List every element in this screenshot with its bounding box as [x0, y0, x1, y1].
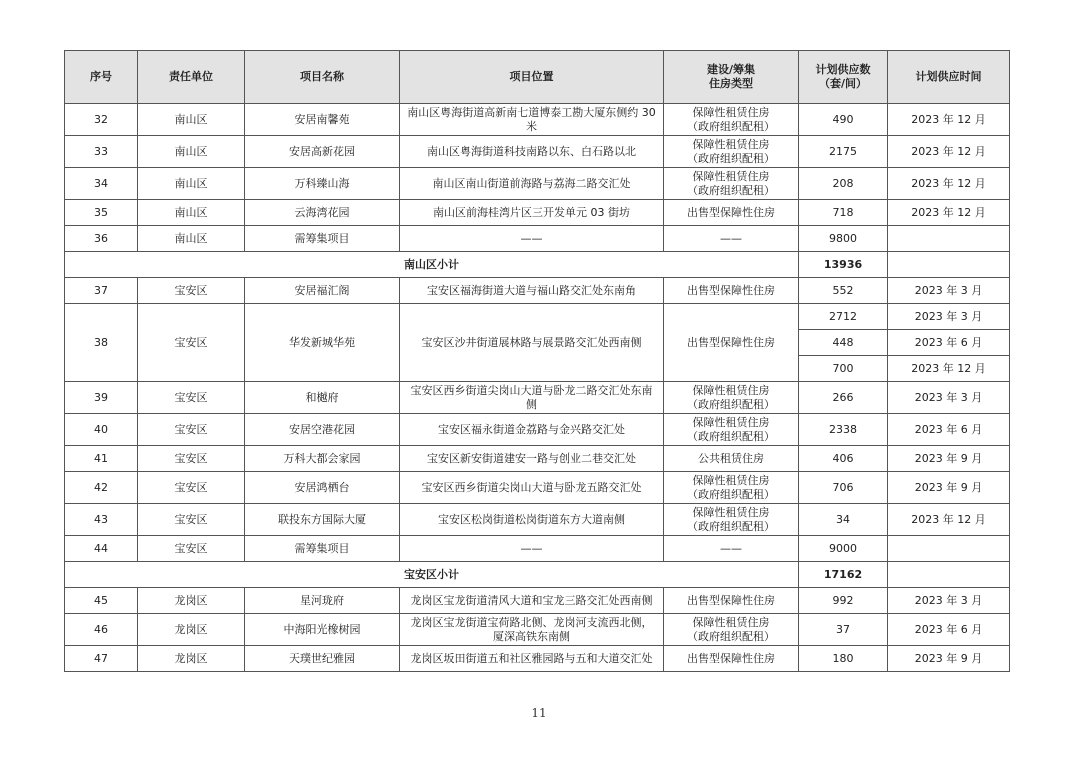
cell-count: 992 [799, 588, 888, 614]
cell-count: 180 [799, 646, 888, 672]
cell-time: 2023 年 3 月 [888, 382, 1010, 414]
cell-location [400, 614, 664, 646]
location-line1: 南山区粤海街道高新南七道博泰工勘大厦东侧约 30 [407, 105, 656, 119]
cell-no: 46 [65, 614, 138, 646]
cell-unit: 龙岗区 [138, 614, 245, 646]
cell-no: 40 [65, 414, 138, 446]
page-number: 11 [531, 706, 547, 720]
cell-unit: 南山区 [138, 200, 245, 226]
cell-no: 34 [65, 168, 138, 200]
table-row [65, 226, 1010, 252]
cell-count: 2338 [799, 414, 888, 446]
header-count-line2: （套/间） [818, 77, 868, 90]
table-row [65, 414, 1010, 446]
header-type [664, 51, 799, 104]
table-row [65, 304, 1010, 330]
cell-name: 云海湾花园 [245, 200, 400, 226]
cell-time: 2023 年 9 月 [888, 472, 1010, 504]
header-type-line2: 住房类型 [709, 77, 753, 90]
type-line2: （政府组织配租） [687, 487, 775, 501]
cell-count: 208 [799, 168, 888, 200]
cell-name: 需筹集项目 [245, 226, 400, 252]
cell-type [664, 614, 799, 646]
cell-time: 2023 年 12 月 [888, 168, 1010, 200]
cell-unit: 南山区 [138, 136, 245, 168]
cell-time: 2023 年 6 月 [888, 414, 1010, 446]
cell-location: 南山区前海桂湾片区三开发单元 03 街坊 [400, 200, 664, 226]
cell-count: 34 [799, 504, 888, 536]
type-line2: （政府组织配租） [687, 429, 775, 443]
cell-location: 宝安区松岗街道松岗街道东方大道南侧 [400, 504, 664, 536]
cell-location: 宝安区西乡街道尖岗山大道与卧龙五路交汇处 [400, 472, 664, 504]
table-row [65, 104, 1010, 136]
cell-type: 公共租赁住房 [664, 446, 799, 472]
table-row [65, 504, 1010, 536]
cell-name: 安居空港花园 [245, 414, 400, 446]
header-name: 项目名称 [245, 51, 400, 104]
cell-unit: 南山区 [138, 168, 245, 200]
cell-time: 2023 年 12 月 [888, 200, 1010, 226]
cell-no: 36 [65, 226, 138, 252]
type-line1: 保障性租赁住房 [692, 137, 770, 151]
cell-no: 33 [65, 136, 138, 168]
cell-unit: 宝安区 [138, 304, 245, 382]
cell-name: 天璞世纪雅园 [245, 646, 400, 672]
cell-location: 宝安区福海街道大道与福山路交汇处东南角 [400, 278, 664, 304]
cell-no: 44 [65, 536, 138, 562]
table-row [65, 536, 1010, 562]
cell-count: 37 [799, 614, 888, 646]
subtotal-row-baoan [65, 562, 1010, 588]
header-count [799, 51, 888, 104]
location-line1: 宝安区西乡街道尖岗山大道与卧龙二路交汇处东南 [410, 383, 653, 397]
cell-type: 出售型保障性住房 [664, 646, 799, 672]
cell-type [664, 104, 799, 136]
cell-time: 2023 年 3 月 [888, 304, 1010, 330]
cell-location [400, 104, 664, 136]
cell-time: 2023 年 12 月 [888, 504, 1010, 536]
cell-type [664, 472, 799, 504]
cell-time: 2023 年 12 月 [888, 104, 1010, 136]
cell-type [664, 504, 799, 536]
cell-no: 32 [65, 104, 138, 136]
table-row [65, 646, 1010, 672]
cell-name: 安居南馨苑 [245, 104, 400, 136]
location-line2: 厦深高铁东南侧 [493, 629, 570, 643]
cell-unit: 宝安区 [138, 278, 245, 304]
cell-time [888, 226, 1010, 252]
type-line1: 保障性租赁住房 [692, 505, 770, 519]
cell-name: 万科臻山海 [245, 168, 400, 200]
cell-location: —— [400, 536, 664, 562]
subtotal-count: 13936 [799, 252, 888, 278]
location-line2: 侧 [526, 397, 537, 411]
cell-unit: 宝安区 [138, 536, 245, 562]
table-row [65, 446, 1010, 472]
cell-type [664, 382, 799, 414]
type-line2: （政府组织配租） [687, 629, 775, 643]
header-location: 项目位置 [400, 51, 664, 104]
subtotal-label: 宝安区小计 [65, 562, 799, 588]
cell-location: 宝安区沙井街道展林路与展景路交汇处西南侧 [400, 304, 664, 382]
header-time: 计划供应时间 [888, 51, 1010, 104]
table-row [65, 168, 1010, 200]
cell-location [400, 382, 664, 414]
cell-name: 星河珑府 [245, 588, 400, 614]
cell-no: 38 [65, 304, 138, 382]
header-count-line1: 计划供应数 [815, 63, 871, 76]
cell-location: 宝安区新安街道建安一路与创业二巷交汇处 [400, 446, 664, 472]
cell-type [664, 136, 799, 168]
table-row [65, 472, 1010, 504]
cell-unit: 龙岗区 [138, 646, 245, 672]
cell-unit: 南山区 [138, 104, 245, 136]
cell-type: 出售型保障性住房 [664, 200, 799, 226]
cell-count: 9800 [799, 226, 888, 252]
cell-time: 2023 年 6 月 [888, 330, 1010, 356]
housing-supply-table [64, 50, 1010, 672]
cell-time: 2023 年 12 月 [888, 136, 1010, 168]
cell-unit: 宝安区 [138, 414, 245, 446]
cell-no: 45 [65, 588, 138, 614]
subtotal-row-nanshan [65, 252, 1010, 278]
cell-unit: 宝安区 [138, 504, 245, 536]
cell-count: 2175 [799, 136, 888, 168]
cell-count: 9000 [799, 536, 888, 562]
cell-unit: 龙岗区 [138, 588, 245, 614]
cell-type: —— [664, 226, 799, 252]
cell-count: 448 [799, 330, 888, 356]
cell-name: 华发新城华苑 [245, 304, 400, 382]
type-line1: 保障性租赁住房 [692, 473, 770, 487]
cell-count: 2712 [799, 304, 888, 330]
table-row [65, 136, 1010, 168]
header-row [65, 51, 1010, 104]
cell-no: 41 [65, 446, 138, 472]
location-line2: 米 [526, 119, 537, 133]
cell-count: 406 [799, 446, 888, 472]
type-line2: （政府组织配租） [687, 151, 775, 165]
table-row [65, 588, 1010, 614]
cell-no: 37 [65, 278, 138, 304]
header-unit: 责任单位 [138, 51, 245, 104]
cell-location: 龙岗区宝龙街道清风大道和宝龙三路交汇处西南侧 [400, 588, 664, 614]
cell-location: 南山区南山街道前海路与荔海二路交汇处 [400, 168, 664, 200]
cell-type: 出售型保障性住房 [664, 278, 799, 304]
cell-type [664, 168, 799, 200]
cell-count: 490 [799, 104, 888, 136]
location-line1: 龙岗区宝龙街道宝荷路北侧、龙岗河支流西北侧， [410, 615, 653, 629]
cell-unit: 宝安区 [138, 382, 245, 414]
type-line2: （政府组织配租） [687, 183, 775, 197]
cell-time: 2023 年 9 月 [888, 646, 1010, 672]
cell-count: 700 [799, 356, 888, 382]
header-type-line1: 建设/筹集 [706, 63, 756, 76]
cell-no: 39 [65, 382, 138, 414]
cell-name: 安居鸿栖台 [245, 472, 400, 504]
cell-no: 35 [65, 200, 138, 226]
cell-name: 和樾府 [245, 382, 400, 414]
cell-name: 需筹集项目 [245, 536, 400, 562]
cell-count: 706 [799, 472, 888, 504]
cell-no: 42 [65, 472, 138, 504]
type-line1: 保障性租赁住房 [692, 105, 770, 119]
header-no: 序号 [65, 51, 138, 104]
cell-location: —— [400, 226, 664, 252]
cell-unit: 南山区 [138, 226, 245, 252]
cell-count: 718 [799, 200, 888, 226]
cell-time: 2023 年 3 月 [888, 588, 1010, 614]
cell-location: 龙岗区坂田街道五和社区雅园路与五和大道交汇处 [400, 646, 664, 672]
table-row [65, 614, 1010, 646]
cell-count: 552 [799, 278, 888, 304]
cell-location: 南山区粤海街道科技南路以东、白石路以北 [400, 136, 664, 168]
cell-name: 安居福汇阁 [245, 278, 400, 304]
cell-count: 266 [799, 382, 888, 414]
subtotal-time [888, 252, 1010, 278]
cell-name: 万科大都会家园 [245, 446, 400, 472]
cell-no: 47 [65, 646, 138, 672]
type-line1: 保障性租赁住房 [692, 615, 770, 629]
cell-time: 2023 年 6 月 [888, 614, 1010, 646]
cell-type: 出售型保障性住房 [664, 304, 799, 382]
cell-type: —— [664, 536, 799, 562]
type-line2: （政府组织配租） [687, 119, 775, 133]
cell-location: 宝安区福永街道金荔路与金兴路交汇处 [400, 414, 664, 446]
table-row [65, 278, 1010, 304]
subtotal-label: 南山区小计 [65, 252, 799, 278]
cell-name: 联投东方国际大厦 [245, 504, 400, 536]
cell-time: 2023 年 9 月 [888, 446, 1010, 472]
type-line1: 保障性租赁住房 [692, 383, 770, 397]
type-line2: （政府组织配租） [687, 519, 775, 533]
subtotal-count: 17162 [799, 562, 888, 588]
cell-time: 2023 年 3 月 [888, 278, 1010, 304]
table-row [65, 200, 1010, 226]
type-line2: （政府组织配租） [687, 397, 775, 411]
cell-time: 2023 年 12 月 [888, 356, 1010, 382]
subtotal-time [888, 562, 1010, 588]
cell-no: 43 [65, 504, 138, 536]
cell-name: 安居高新花园 [245, 136, 400, 168]
type-line1: 保障性租赁住房 [692, 169, 770, 183]
cell-unit: 宝安区 [138, 472, 245, 504]
cell-time [888, 536, 1010, 562]
cell-type [664, 414, 799, 446]
cell-unit: 宝安区 [138, 446, 245, 472]
cell-type: 出售型保障性住房 [664, 588, 799, 614]
type-line1: 保障性租赁住房 [692, 415, 770, 429]
table-row [65, 382, 1010, 414]
cell-name: 中海阳光橡树园 [245, 614, 400, 646]
